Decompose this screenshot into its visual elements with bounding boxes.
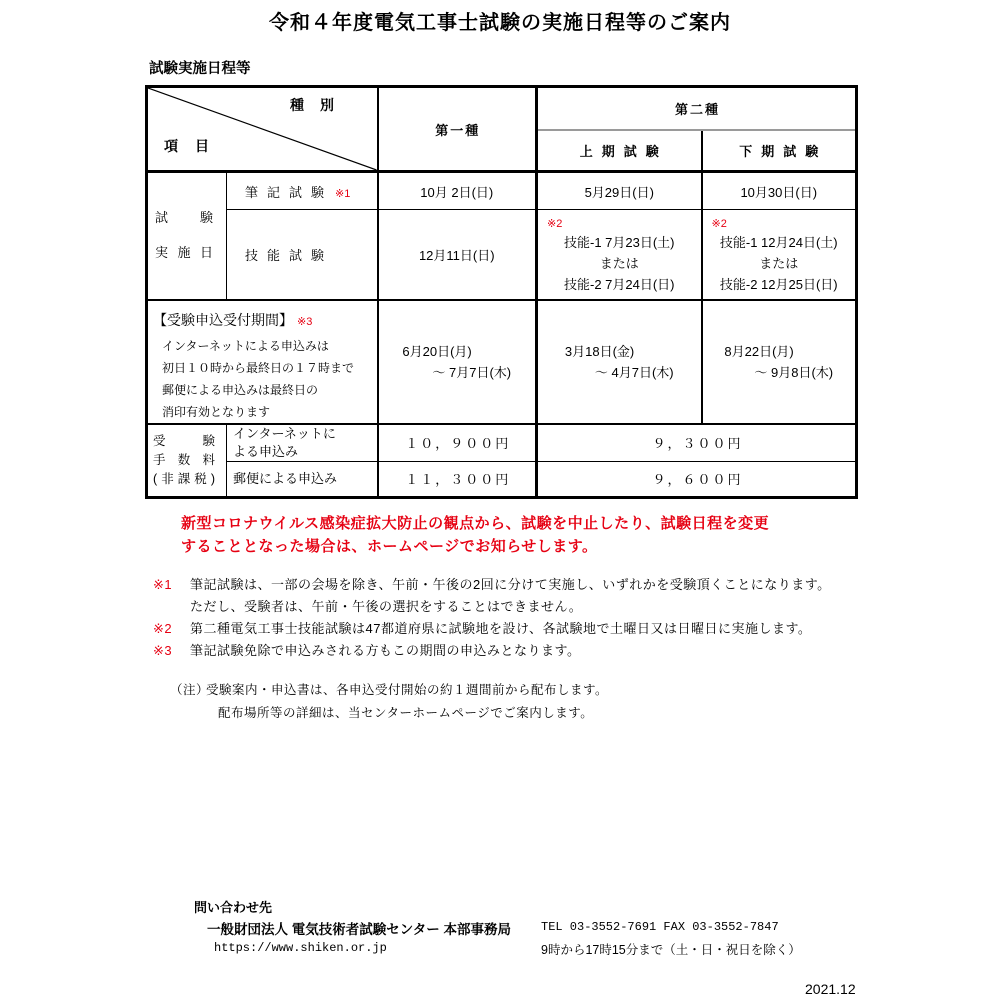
fee-internet-label-line1: インターネットに: [233, 425, 336, 441]
exam-day-group-line1: 試験: [155, 210, 213, 226]
fee-mail-label: 郵便による申込み: [233, 470, 338, 486]
covid-notice-line1: 新型コロナウイルス感染症拡大防止の観点から、試験を中止したり、試験日程を変更: [181, 515, 770, 532]
application-desc-line1: インターネットによる申込みは: [162, 338, 329, 353]
practical-upper-line1: 技能-1 7月23日(土): [563, 235, 675, 251]
practical-lower-line1: 技能-1 12月24日(土): [719, 235, 838, 251]
fee-internet-first-amount: １０，９００円: [378, 424, 537, 462]
practical-lower-marker: ※2: [711, 218, 727, 231]
footnote-2-text: 第二種電気工事士技能試験は47都道府県に試験地を設け、各試験地で土曜日又は日曜日に実施します。: [190, 621, 812, 636]
schedule-table-wrapper: [145, 85, 858, 499]
footnote-2-marker: ※2: [153, 621, 173, 636]
footnote-3-marker: ※3: [153, 643, 173, 658]
application-period-label-cell: [147, 300, 378, 424]
distribution-note-line1: 受験案内・申込書は、各申込受付開始の約１週間前から配布します。: [206, 683, 609, 697]
written-exam-label: 筆記試験: [245, 184, 334, 200]
fee-group-cell: [147, 424, 227, 498]
exam-day-group-cell: [147, 172, 227, 300]
written-upper-date: 5月29日(日): [537, 172, 702, 210]
application-desc-line4: 消印有効となります: [162, 404, 271, 419]
distribution-note: [170, 679, 608, 725]
application-period-marker: ※3: [297, 315, 313, 328]
footnote-2: [153, 618, 831, 640]
covid-notice-line2: することとなった場合は、ホームページでお知らせします。: [181, 538, 598, 555]
footnotes: [153, 574, 831, 662]
header-upper-term: 上期試験: [537, 130, 702, 172]
application-lower-to: ～ 9月8日(木): [754, 364, 834, 380]
covid-notice: [181, 512, 769, 558]
footnote-1-line2: ただし、受験者は、午前・午後の選択をすることはできません。: [190, 599, 583, 614]
footnote-3: [153, 640, 831, 662]
practical-upper-line3: 技能-2 7月24日(日): [563, 277, 675, 293]
written-first-date: 10月 2日(日): [378, 172, 537, 210]
application-period-title: 【受験申込受付期間】: [153, 311, 293, 328]
header-second-class: 第二種: [537, 87, 857, 130]
page-title: 令和４年度電気工事士試験の実施日程等のご案内: [269, 12, 731, 34]
application-first-from: 6月20日(月): [402, 343, 472, 359]
footnote-1-line1: 筆記試験は、一部の会場を除き、午前・午後の2回に分けて実施し、いずれかを受験頂くことになります。: [190, 577, 831, 592]
application-upper-period: [537, 300, 702, 424]
exam-day-group-line2: 実施日: [155, 245, 213, 261]
application-first-period: [378, 300, 537, 424]
distribution-note-marker: （注）: [170, 683, 210, 697]
fee-mail-label-cell: [227, 461, 378, 497]
footnote-1-marker: ※1: [153, 577, 173, 592]
practical-first-date: 12月11日(日): [378, 210, 537, 300]
practical-lower-cell: [702, 210, 857, 300]
contact-url: https://www.shiken.or.jp: [214, 941, 387, 955]
distribution-note-line2: 配布場所等の詳細は、当センターホームページでご案内します。: [218, 706, 594, 720]
section-heading: 試験実施日程等: [149, 61, 251, 77]
footnote-1: [153, 574, 831, 596]
practical-upper-line2: または: [599, 256, 639, 272]
contact-hours: 9時から17時15分まで（土・日・祝日を除く）: [541, 943, 801, 957]
contact-heading: 問い合わせ先: [194, 900, 273, 915]
contact-organization: 一般財団法人 電気技術者試験センター 本部事務局: [207, 922, 511, 937]
application-upper-to: ～ 4月7日(木): [594, 364, 674, 380]
fee-internet-second-amount: ９，３００円: [537, 424, 857, 462]
application-desc-line2: 初日１０時から最終日の１７時まで: [162, 360, 355, 375]
fee-internet-label-cell: [227, 424, 378, 462]
header-first-class: 第一種: [378, 87, 537, 172]
fee-mail-first-amount: １１，３００円: [378, 461, 537, 497]
practical-lower-line3: 技能-2 12月25日(日): [719, 277, 838, 293]
written-lower-date: 10月30日(日): [702, 172, 857, 210]
header-lower-term: 下期試験: [702, 130, 857, 172]
practical-exam-label-cell: [227, 210, 378, 300]
application-lower-period: [702, 300, 857, 424]
fee-mail-second-amount: ９，６００円: [537, 461, 857, 497]
practical-upper-cell: [537, 210, 702, 300]
practical-lower-line2: または: [759, 256, 799, 272]
practical-upper-marker: ※2: [547, 218, 563, 231]
application-lower-from: 8月22日(月): [724, 343, 794, 359]
fee-group-line2: 手数料: [153, 452, 215, 467]
corner-header-cell: [147, 87, 378, 172]
fee-internet-label-line2: よる申込み: [233, 443, 299, 459]
corner-item-label: 項目: [164, 138, 226, 154]
contact-tel-fax: TEL 03-3552-7691 FAX 03-3552-7847: [541, 920, 779, 934]
practical-exam-label: 技能試験: [245, 247, 334, 263]
written-exam-label-cell: [227, 172, 378, 210]
written-exam-marker: ※1: [335, 187, 351, 200]
application-desc-line3: 郵便による申込みは最終日の: [162, 382, 319, 397]
application-upper-from: 3月18日(金): [564, 343, 635, 359]
corner-kind-label: 種別: [290, 97, 350, 113]
application-first-to: ～ 7月7日(木): [432, 364, 512, 380]
footnote-3-text: 筆記試験免除で申込みされる方もこの期間の申込みとなります。: [190, 643, 581, 658]
fee-group-line1: 受験: [153, 433, 215, 448]
publication-date: 2021.12: [805, 981, 856, 997]
fee-group-line3: (非課税): [153, 471, 215, 486]
schedule-table: [145, 85, 858, 499]
